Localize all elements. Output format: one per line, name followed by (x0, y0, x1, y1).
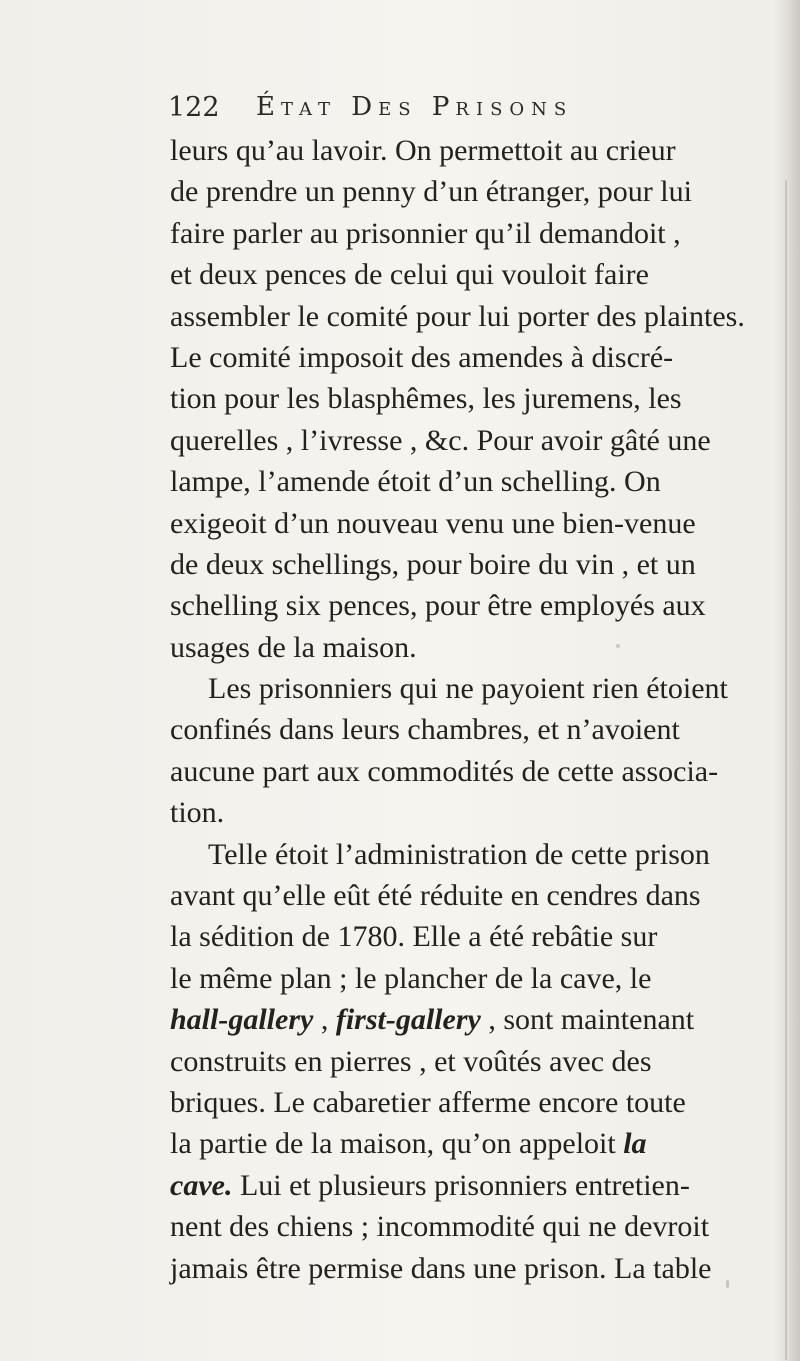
text-line (170, 213, 785, 254)
italic-term: first-gallery (335, 1003, 481, 1037)
paper-speck (726, 1280, 729, 1288)
text-line (170, 875, 785, 916)
text-line-content: nent des chiens ; incommodité qui ne devroit (170, 1210, 710, 1244)
text-line (170, 378, 785, 419)
text-line-content: querelles , l’ivresse , &c. Pour avoir gâté une (170, 423, 711, 457)
text-line-content: leurs qu’au lavoir. On permettoit au crieur (170, 134, 676, 167)
text-line-content: tion pour les blasphêmes, les juremens, les (170, 382, 682, 416)
text-line-content: Telle étoit l’administration de cette prison (208, 837, 710, 871)
running-title-capital: P (431, 92, 456, 122)
text-line (170, 130, 785, 171)
text-line (170, 627, 785, 668)
text-line-content: avant qu’elle eût été réduite en cendres dans (170, 879, 701, 913)
text-line (170, 585, 785, 626)
text-line-content: briques. Le cabaretier afferme encore toute (170, 1085, 686, 1119)
text-line-content: confinés dans leurs chambres, et n’avoient (170, 713, 680, 747)
text-line (170, 296, 785, 337)
text-line (170, 461, 785, 502)
text-line (170, 709, 785, 750)
text-line-content: le même plan ; le plancher de la cave, le (170, 961, 652, 995)
running-title-small: TAT (280, 99, 338, 120)
text-line (170, 1123, 785, 1164)
text-line (170, 254, 785, 295)
text-line-content: de prendre un penny d’un étranger, pour lui (170, 175, 692, 209)
text-line-content: et deux pences de celui qui vouloit faire (170, 258, 649, 292)
text-line (170, 420, 785, 461)
text-line-content: lampe, l’amende étoit d’un schelling. On (170, 465, 661, 499)
text-line-content: Le comité imposoit des amendes à discré- (170, 340, 674, 374)
text-line (170, 751, 785, 792)
text-line-content: , sont maintenant (480, 1003, 695, 1037)
text-line-content: assembler le comité pour lui porter des plaintes. (170, 299, 745, 333)
text-line-content: exigeoit d’un nouveau venu une bien-venue (170, 506, 696, 540)
text-line-content: la sédition de 1780. Elle a été rebâtie sur (170, 920, 658, 954)
running-title-small: RISONS (455, 99, 574, 120)
text-line-content: construits en pierres , et voûtés avec des (170, 1044, 652, 1078)
text-line (170, 999, 785, 1040)
italic-term: cave. (170, 1168, 233, 1202)
text-line-content: Lui et plusieurs prisonniers entretien- (232, 1168, 690, 1202)
text-line-content: faire parler au prisonnier qu’il demandoit , (170, 216, 681, 250)
italic-term: la (623, 1127, 647, 1161)
text-line-content: tion. (170, 796, 225, 830)
body-text (170, 130, 785, 1289)
text-line (170, 171, 785, 212)
text-line (170, 958, 785, 999)
running-title-small: ES (378, 99, 418, 120)
text-line (170, 337, 785, 378)
text-line-content: usages de la maison. (170, 630, 417, 664)
text-line (170, 1206, 785, 1247)
text-line (170, 1165, 785, 1206)
italic-term: hall-gallery (170, 1003, 314, 1037)
text-line (170, 834, 785, 875)
page-header (168, 92, 783, 132)
running-title-capital: É (256, 92, 281, 122)
text-line (170, 792, 785, 833)
text-line-content: , (313, 1003, 336, 1037)
text-line-content: de deux schellings, pour boire du vin , et un (170, 547, 696, 581)
text-line-content: la partie de la maison, qu’on appeloit (170, 1127, 624, 1161)
page-number: 122 (168, 92, 220, 123)
text-line (170, 668, 785, 709)
running-title-capital: D (351, 92, 379, 122)
text-line-content: aucune part aux commodités de cette associa- (170, 754, 719, 788)
text-line (170, 544, 785, 585)
text-line-content: Les prisonniers qui ne payoient rien étoient (208, 672, 728, 706)
paper-speck (616, 644, 620, 648)
text-line-content: schelling six pences, pour être employés aux (170, 589, 706, 623)
text-line-content: jamais être permise dans une prison. La table (170, 1251, 712, 1285)
page-crease (785, 180, 787, 1360)
text-line (170, 503, 785, 544)
running-title (256, 92, 573, 122)
text-line (170, 1041, 785, 1082)
text-line (170, 1248, 785, 1289)
text-line (170, 916, 785, 957)
text-line (170, 1082, 785, 1123)
